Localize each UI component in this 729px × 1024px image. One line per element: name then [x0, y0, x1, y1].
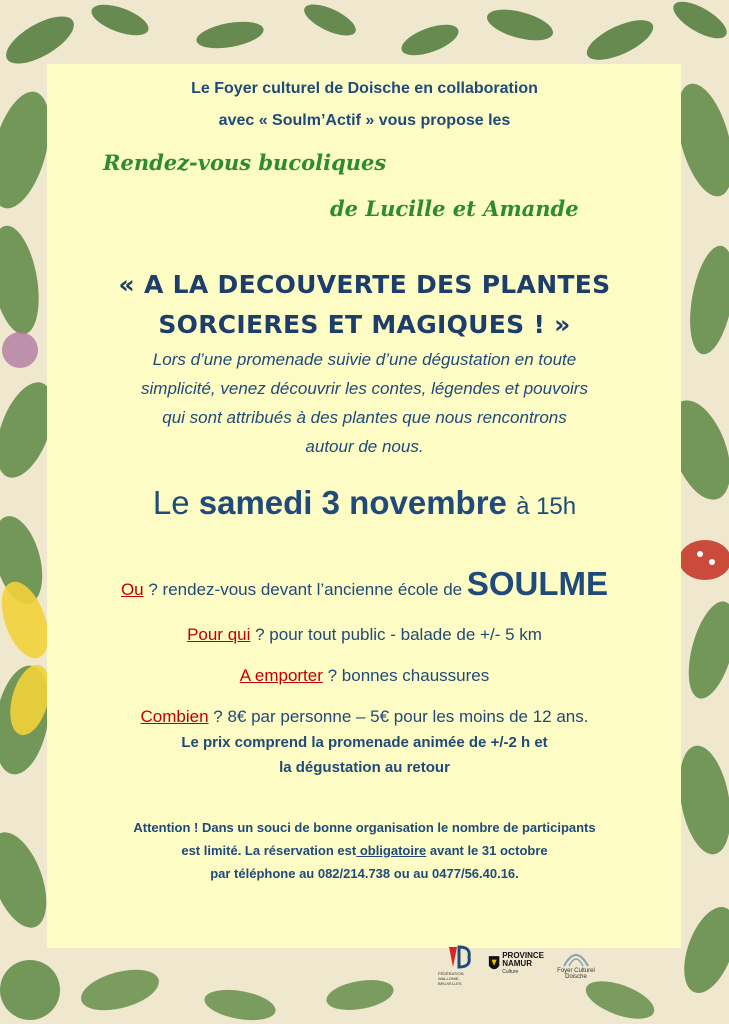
- who-question: Pour qui: [187, 625, 251, 644]
- attention-obligatoire: obligatoire: [356, 843, 427, 858]
- cost-text: ? 8€ par personne – 5€ pour les moins de 12 ans.: [208, 707, 589, 726]
- sponsor-logos: [438, 938, 602, 990]
- province-label: PROVINCE: [502, 951, 544, 960]
- cost-question: Combien: [140, 707, 209, 726]
- fwb-label: FÉDÉRATION WALLONIE-BRUXELLES: [438, 970, 464, 986]
- namur-label: NAMUR: [502, 959, 532, 968]
- price-line-2: la dégustation au retour: [279, 759, 450, 776]
- bring-question: A emporter: [239, 666, 323, 685]
- foyer-culturel-logo: [550, 948, 602, 980]
- description-line-3: qui sont attribués à des plantes que nous rencontrons: [162, 408, 567, 427]
- date-prefix: Le: [152, 484, 190, 521]
- date-day: samedi 3 novembre: [198, 484, 507, 521]
- where-question: Ou: [120, 580, 144, 599]
- attention-text-a: est limité. La réservation est: [181, 843, 357, 858]
- description-line-4: autour de nous.: [305, 437, 424, 456]
- culture-label: Culture: [502, 969, 519, 975]
- info-cost: [0, 707, 729, 727]
- where-text: rendez-vous devant l’ancienne école de: [162, 580, 467, 599]
- info-bring: [0, 666, 729, 686]
- where-place: SOULME: [466, 565, 609, 602]
- who-text: ? pour tout public - balade de +/- 5 km: [250, 625, 542, 644]
- description-line-1: Lors d’une promenade suivie d’une dégustation en toute: [152, 350, 577, 369]
- intro-line-1: Le Foyer culturel de Doische en collaboration: [191, 80, 538, 97]
- attention-line-3: par téléphone au 082/214.738 ou au 0477/56.40.16.: [210, 866, 519, 881]
- fwb-logo: [438, 943, 482, 986]
- foyer-label-1: Foyer Culturel: [557, 968, 595, 974]
- attention-line-1: Attention ! Dans un souci de bonne organisation le nombre de participants: [133, 820, 596, 835]
- series-title-line-1: Rendez-vous bucoliques: [103, 150, 387, 175]
- fwb-icon: [445, 943, 475, 971]
- event-title-line-2: SORCIERES ET MAGIQUES ! »: [158, 310, 571, 339]
- province-namur-logo: [488, 952, 544, 976]
- foyer-label-2: Doische: [565, 974, 587, 980]
- series-title-line-2: de Lucille et Amande: [330, 196, 579, 221]
- info-where: [0, 565, 729, 603]
- info-who: [0, 625, 729, 645]
- where-mark: ?: [143, 580, 163, 599]
- attention-line-2: [0, 843, 729, 858]
- attention-text-c: avant le 31 octobre: [426, 843, 548, 858]
- intro-line-2: avec « Soulm’Actif » vous propose les: [218, 112, 511, 129]
- bring-text: ? bonnes chaussures: [322, 666, 490, 685]
- foyer-arc-icon: [562, 948, 590, 968]
- event-date: [0, 484, 729, 522]
- event-title-line-1: « A LA DECOUVERTE DES PLANTES: [118, 270, 611, 299]
- namur-shield-icon: [488, 954, 500, 974]
- date-time: à 15h: [516, 493, 577, 520]
- description-line-2: simplicité, venez découvrir les contes, légendes et pouvoirs: [141, 379, 588, 398]
- price-line-1: Le prix comprend la promenade animée de +/-2 h et: [181, 734, 548, 751]
